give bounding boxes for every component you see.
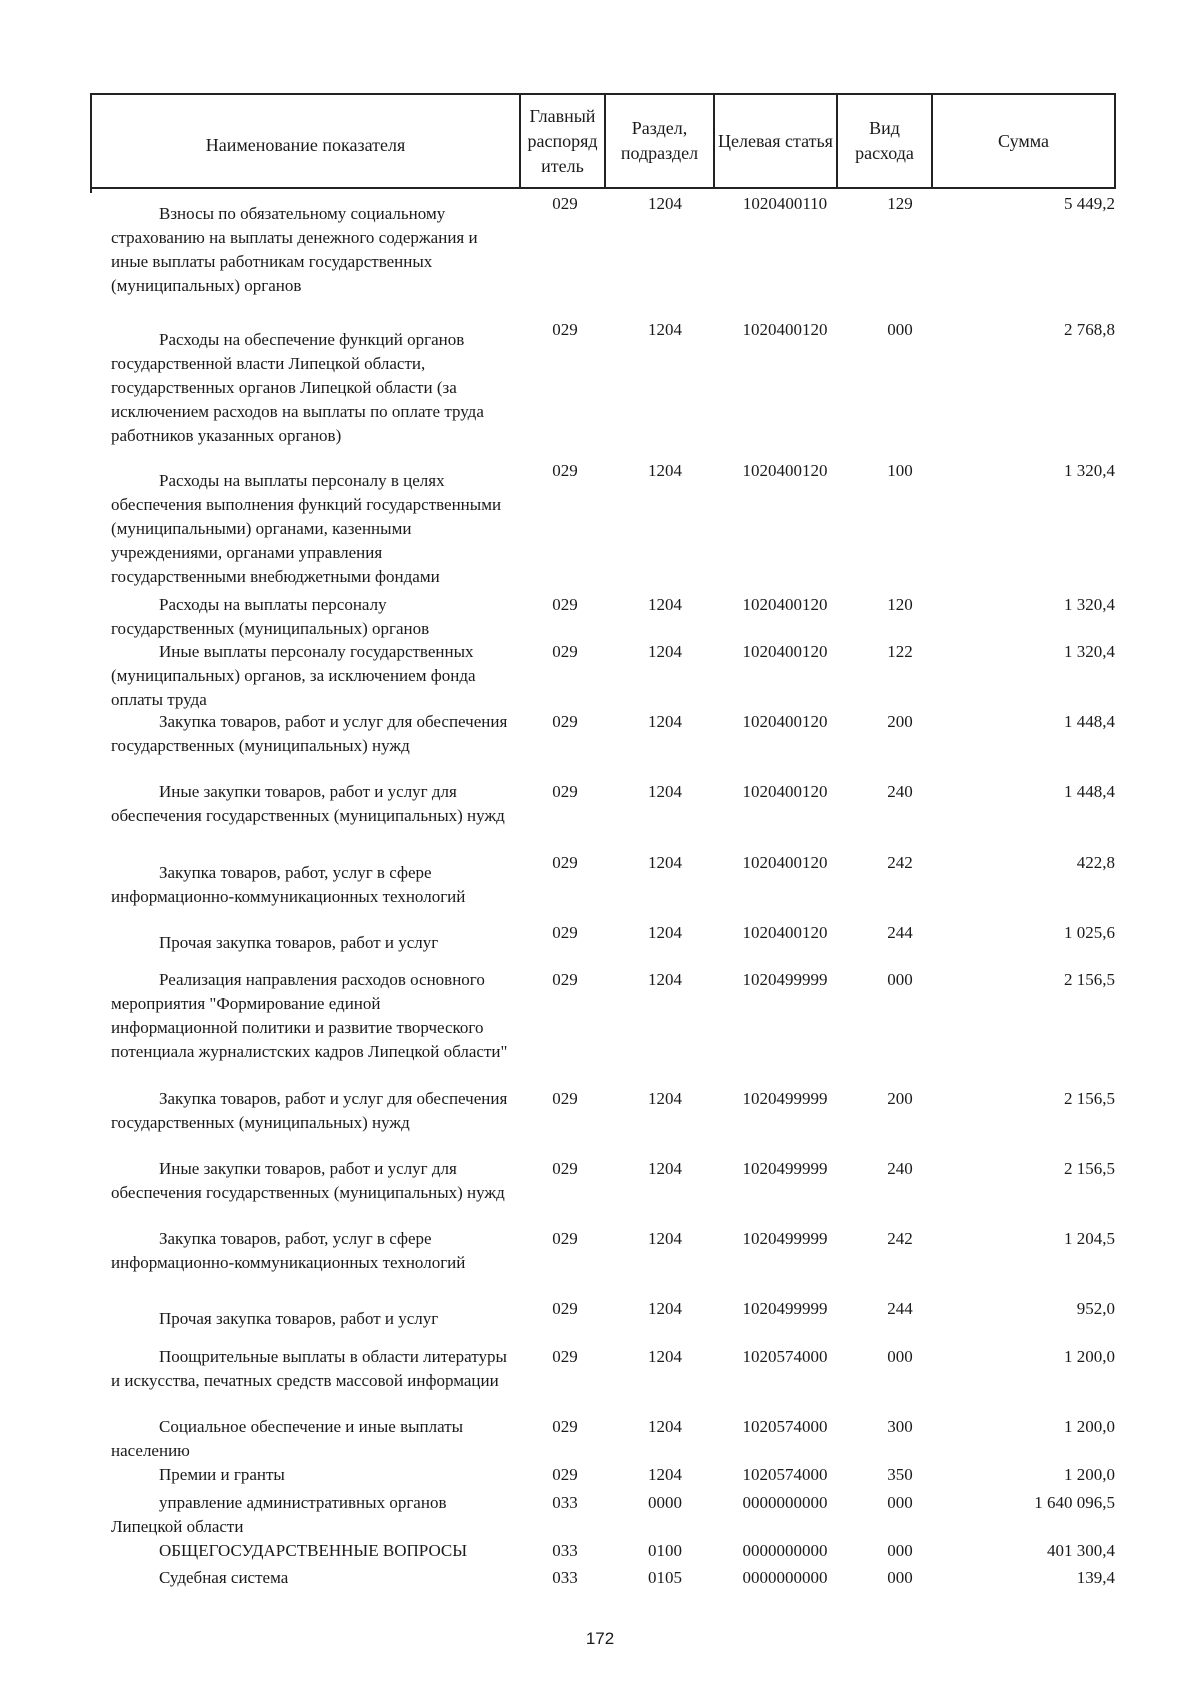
row-kind: 000: [887, 1493, 913, 1512]
header-chief-administrator: Главный распоряд итель: [521, 95, 606, 187]
row-target: 1020499999: [742, 1089, 828, 1108]
row-target: 1020499999: [742, 1159, 828, 1178]
row-kind: 242: [887, 853, 913, 872]
row-kind: 129: [887, 194, 913, 213]
row-kind: 000: [887, 320, 913, 339]
row-chief: 033: [552, 1541, 578, 1560]
row-target: 1020400110: [742, 194, 828, 213]
row-name: Премии и гранты: [159, 1465, 285, 1484]
row-sum: 2 156,5: [1064, 1089, 1115, 1108]
row-sum: 5 449,2: [1064, 194, 1115, 213]
row-section: 1204: [648, 970, 682, 989]
row-sum: 1 025,6: [1064, 923, 1115, 942]
row-name: Расходы на выплаты персоналу государственных (муниципальных) органов: [111, 595, 430, 638]
row-kind: 244: [887, 923, 913, 942]
row-chief: 029: [552, 1465, 578, 1484]
row-kind: 242: [887, 1229, 913, 1248]
row-target: 1020400120: [742, 712, 828, 731]
row-sum: 1 200,0: [1064, 1417, 1115, 1436]
row-kind: 000: [887, 1541, 913, 1560]
row-target: 1020400120: [742, 320, 828, 339]
row-chief: 029: [552, 1089, 578, 1108]
row-kind: 120: [887, 595, 913, 614]
row-sum: 1 320,4: [1064, 595, 1115, 614]
row-sum: 1 448,4: [1064, 712, 1115, 731]
row-section: 1204: [648, 1417, 682, 1436]
header-target-article: Целевая статья: [715, 95, 838, 187]
row-chief: 029: [552, 1347, 578, 1366]
row-target: 1020400120: [742, 595, 828, 614]
row-sum: 1 200,0: [1064, 1347, 1115, 1366]
row-name: Иные выплаты персоналу государственных (муниципальных) органов, за исключением фонда оплаты труда: [111, 642, 476, 709]
row-kind: 244: [887, 1299, 913, 1318]
row-section: 0105: [648, 1568, 682, 1587]
row-section: 1204: [648, 194, 682, 213]
row-kind: 200: [887, 1089, 913, 1108]
row-target: 1020499999: [742, 1299, 828, 1318]
row-section: 1204: [648, 1299, 682, 1318]
row-kind: 000: [887, 1568, 913, 1587]
row-section: 1204: [648, 595, 682, 614]
row-section: 0000: [648, 1493, 682, 1512]
row-kind: 000: [887, 970, 913, 989]
row-chief: 029: [552, 194, 578, 213]
row-target: 1020574000: [742, 1417, 828, 1436]
row-kind: 240: [887, 1159, 913, 1178]
row-section: 1204: [648, 320, 682, 339]
row-sum: 1 640 096,5: [1034, 1493, 1115, 1512]
row-name: Реализация направления расходов основного мероприятия "Формирование единой информационной политики и развитие творческого потенциала журналистских кадров Липецкой области": [111, 970, 508, 1061]
row-kind: 122: [887, 642, 913, 661]
row-sum: 1 320,4: [1064, 642, 1115, 661]
row-sum: 1 448,4: [1064, 782, 1115, 801]
row-target: 1020400120: [742, 782, 828, 801]
row-kind: 240: [887, 782, 913, 801]
row-name: Иные закупки товаров, работ и услуг для обеспечения государственных (муниципальных) нужд: [111, 782, 505, 825]
row-name: Закупка товаров, работ, услуг в сфере информационно-коммуникационных технологий: [111, 863, 466, 906]
row-kind: 200: [887, 712, 913, 731]
row-section: 1204: [648, 642, 682, 661]
row-section: 1204: [648, 1347, 682, 1366]
row-section: 1204: [648, 782, 682, 801]
row-section: 1204: [648, 461, 682, 480]
row-chief: 029: [552, 320, 578, 339]
row-section: 1204: [648, 1229, 682, 1248]
row-sum: 1 200,0: [1064, 1465, 1115, 1484]
header-section: Раздел, подраздел: [606, 95, 715, 187]
row-section: 1204: [648, 1089, 682, 1108]
row-kind: 300: [887, 1417, 913, 1436]
row-name: Закупка товаров, работ и услуг для обеспечения государственных (муниципальных) нужд: [111, 1089, 508, 1132]
row-chief: 033: [552, 1493, 578, 1512]
row-target: 1020574000: [742, 1465, 828, 1484]
row-chief: 029: [552, 1299, 578, 1318]
row-chief: 033: [552, 1568, 578, 1587]
row-sum: 2 156,5: [1064, 970, 1115, 989]
row-section: 0100: [648, 1541, 682, 1560]
row-chief: 029: [552, 782, 578, 801]
row-name: Взносы по обязательному социальному страхованию на выплаты денежного содержания и иные выплаты работникам государственных (муниципальных) органов: [111, 204, 478, 295]
row-chief: 029: [552, 970, 578, 989]
row-name: Прочая закупка товаров, работ и услуг: [159, 933, 439, 952]
row-target: 1020400120: [742, 923, 828, 942]
table-left-border: [90, 187, 92, 193]
row-section: 1204: [648, 853, 682, 872]
header-name: Наименование показателя: [92, 95, 521, 187]
row-name: Социальное обеспечение и иные выплаты населению: [111, 1417, 464, 1460]
row-section: 1204: [648, 712, 682, 731]
table-header: [90, 93, 1116, 189]
row-sum: 2 768,8: [1064, 320, 1115, 339]
row-chief: 029: [552, 595, 578, 614]
row-chief: 029: [552, 1417, 578, 1436]
row-chief: 029: [552, 1159, 578, 1178]
row-section: 1204: [648, 1159, 682, 1178]
row-name: Иные закупки товаров, работ и услуг для обеспечения государственных (муниципальных) нужд: [111, 1159, 505, 1202]
row-kind: 350: [887, 1465, 913, 1484]
row-target: 1020499999: [742, 1229, 828, 1248]
row-name: Поощрительные выплаты в области литературы и искусства, печатных средств массовой информации: [111, 1347, 507, 1390]
row-target: 1020499999: [742, 970, 828, 989]
row-kind: 100: [887, 461, 913, 480]
row-sum: 139,4: [1076, 1568, 1115, 1587]
row-chief: 029: [552, 853, 578, 872]
row-sum: 401 300,4: [1047, 1541, 1115, 1560]
row-section: 1204: [648, 923, 682, 942]
row-name: Расходы на обеспечение функций органов государственной власти Липецкой области, государственных органов Липецкой области (за исключением расходов на выплаты по оплате труда работников указанных органов): [111, 330, 484, 445]
row-name: Расходы на выплаты персоналу в целях обеспечения выполнения функций государственными (муниципальными) органами, казенными учреждениями, органами управления государственными внебюджетными фондами: [111, 471, 502, 586]
row-kind: 000: [887, 1347, 913, 1366]
row-target: 0000000000: [742, 1493, 828, 1512]
row-sum: 422,8: [1076, 853, 1115, 872]
row-target: 0000000000: [742, 1568, 828, 1587]
row-chief: 029: [552, 923, 578, 942]
row-sum: 2 156,5: [1064, 1159, 1115, 1178]
row-chief: 029: [552, 712, 578, 731]
row-name: Судебная система: [159, 1568, 289, 1587]
row-sum: 952,0: [1076, 1299, 1115, 1318]
row-name: Прочая закупка товаров, работ и услуг: [159, 1309, 439, 1328]
row-chief: 029: [552, 1229, 578, 1248]
row-name: управление административных органов Липецкой области: [111, 1493, 447, 1536]
page-number: 172: [585, 1629, 615, 1648]
row-section: 1204: [648, 1465, 682, 1484]
row-name: Закупка товаров, работ, услуг в сфере информационно-коммуникационных технологий: [111, 1229, 466, 1272]
row-name: ОБЩЕГОСУДАРСТВЕННЫЕ ВОПРОСЫ: [159, 1541, 468, 1560]
header-expense-kind: Вид расхода: [838, 95, 933, 187]
row-target: 1020400120: [742, 642, 828, 661]
row-name: Закупка товаров, работ и услуг для обеспечения государственных (муниципальных) нужд: [111, 712, 508, 755]
row-sum: 1 204,5: [1064, 1229, 1115, 1248]
row-target: 0000000000: [742, 1541, 828, 1560]
row-chief: 029: [552, 642, 578, 661]
row-sum: 1 320,4: [1064, 461, 1115, 480]
row-chief: 029: [552, 461, 578, 480]
row-target: 1020400120: [742, 461, 828, 480]
header-sum: Сумма: [998, 130, 1049, 151]
row-target: 1020574000: [742, 1347, 828, 1366]
row-target: 1020400120: [742, 853, 828, 872]
